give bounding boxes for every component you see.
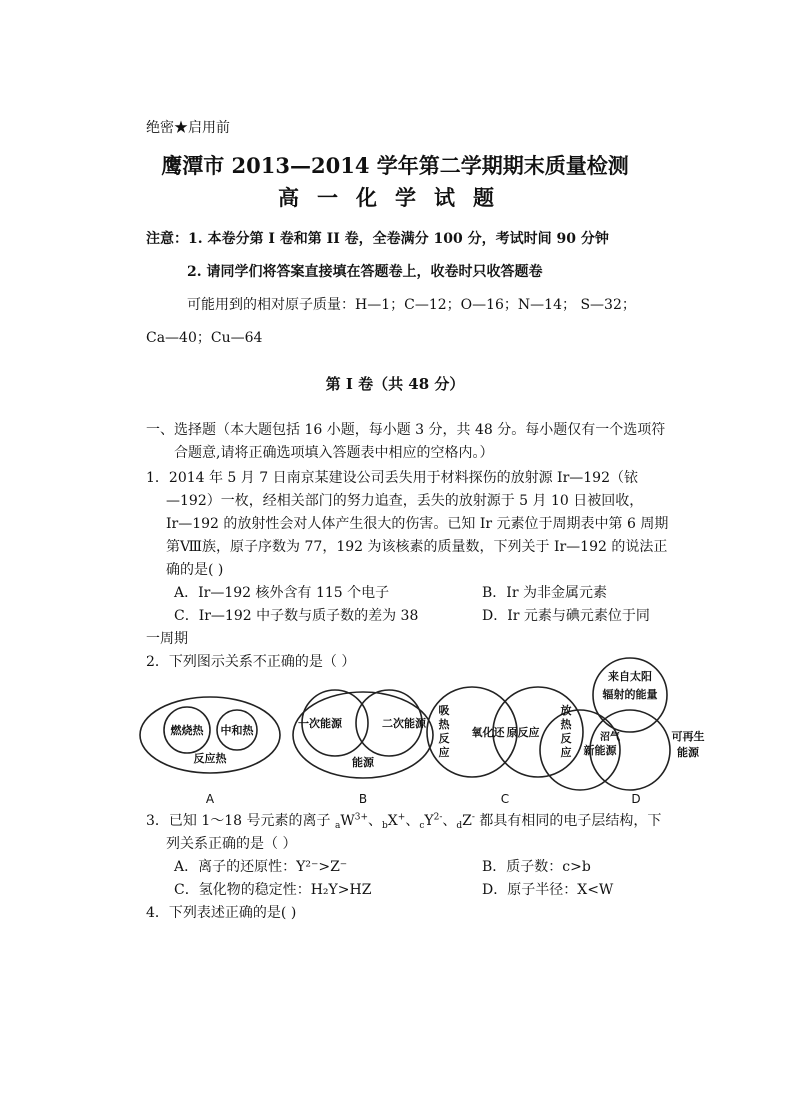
secret-label: 绝密★启用前 xyxy=(146,120,230,136)
diagram-c-left-char-2: 热 xyxy=(438,718,450,731)
diagram-d-right-text-1: 可再生 xyxy=(671,730,705,743)
diagram-d-top-text-1: 来自太阳 xyxy=(608,670,652,683)
q3-option-d: D．原子半径：X<W xyxy=(482,882,614,898)
diagram-c-middle-left-text: 氧化还 xyxy=(471,726,505,739)
q3-option-b: B．质子数：c>b xyxy=(482,859,591,875)
atomic-mass-line-2: Ca—40；Cu—64 xyxy=(146,330,263,346)
diagram-d-top-text-2: 辐射的能量 xyxy=(602,688,658,701)
diagram-c-left-char-4: 应 xyxy=(438,746,450,759)
q3-ions: $_aW^{3+}$、$_b$X+、$_cY^{2-}$、$_d$Z- xyxy=(334,812,475,831)
diagram-a-inner-right-text: 中和热 xyxy=(220,724,254,737)
diagram-b-letter: B xyxy=(358,792,368,806)
q1-line-3: Ir—192 的放射性会对人体产生很大的伤害。已知 Ir 元素位于周期表中第 6 周期 xyxy=(166,516,669,532)
diagram-c-letter: C xyxy=(500,792,510,806)
diagram-d-left-text: 新能源 xyxy=(583,744,617,757)
q4-stem: 4．下列表述正确的是( ) xyxy=(146,905,297,921)
q3-option-c: C．氢化物的稳定性：H₂Y>HZ xyxy=(174,882,372,898)
q1-line-4: 第Ⅷ族，原子序数为 77，192 为该核素的质量数，下列关于 Ir—192 的说法正 xyxy=(166,539,668,555)
section-title: 第 I 卷（共 48 分） xyxy=(325,375,465,393)
section-instruction-2: 合题意,请将正确选项填入答题表中相应的空格内。） xyxy=(174,445,494,461)
q2-diagrams xyxy=(130,650,658,810)
q3-stem-b: 都具有相同的电子层结构，下 xyxy=(479,813,662,829)
diagram-d-letter: D xyxy=(631,792,641,806)
q1-option-b: B．Ir 为非金属元素 xyxy=(482,585,607,601)
diagram-c-right-char-1: 放 xyxy=(560,704,572,717)
q3-stem-a: 3．已知 1～18 号元素的离子 xyxy=(146,813,331,829)
diagram-a-inner-left-text: 燃烧热 xyxy=(170,724,204,737)
diagram-d-right-text-2: 能源 xyxy=(677,746,699,759)
note-2: 2. 请同学们将答案直接填在答题卷上，收卷时只收答题卷 xyxy=(187,264,543,280)
diagram-c-right-char-4: 应 xyxy=(560,746,572,759)
q2-diagram-d xyxy=(590,650,760,810)
diagram-c-right-char-3: 反 xyxy=(560,732,572,745)
q1-option-c: C．Ir—192 中子数与质子数的差为 38 xyxy=(174,608,419,624)
q3-stem-line-1 xyxy=(146,810,661,831)
q1-option-d-cont: 一周期 xyxy=(146,631,188,647)
section-instruction-1: 一、选择题（本大题包括 16 小题，每小题 3 分，共 48 分。每小题仅有一个选项符 xyxy=(146,422,666,438)
atomic-mass-line-1: 可能用到的相对原子质量：H—1；C—12；O—16；N—14； S—32； xyxy=(187,297,636,313)
q1-line-5: 确的是( ) xyxy=(166,562,224,578)
q1-option-a: A．Ir—192 核外含有 115 个电子 xyxy=(174,585,390,601)
diagram-b-inner-left-text: 一次能源 xyxy=(298,717,342,730)
q2-stem: 2．下列图示关系不正确的是（ ） xyxy=(146,654,356,670)
diagram-c-left-char-1: 吸 xyxy=(438,704,450,717)
diagram-a-outer-text: 反应热 xyxy=(193,752,227,765)
diagram-c-right-char-2: 热 xyxy=(560,718,572,731)
exam-subtitle: 高一化学试题 xyxy=(278,185,512,210)
diagram-b-inner-right-text: 二次能源 xyxy=(382,717,426,730)
q3-option-a: A．离子的还原性：Y²⁻>Z⁻ xyxy=(174,859,348,875)
q1-line-2: —192）一枚，经相关部门的努力追查，丢失的放射源于 5 月 10 日被回收， xyxy=(166,493,644,509)
diagram-a-letter: A xyxy=(205,792,215,806)
diagram-c-left-char-3: 反 xyxy=(438,732,450,745)
q1-option-d: D．Ir 元素与碘元素位于同 xyxy=(482,608,650,624)
diagram-d-center-text: 沼气 xyxy=(600,732,620,743)
exam-title: 鹰潭市 2013—2014 学年第二学期期末质量检测 xyxy=(161,153,629,178)
diagram-b-outer-text: 能源 xyxy=(352,756,374,769)
q1-line-1: 1．2014 年 5 月 7 日南京某建设公司丢失用于材料探伤的放射源 Ir—192（铱 xyxy=(146,470,638,486)
q3-stem-line-2: 列关系正确的是（ ） xyxy=(166,836,297,852)
note-1: 注意：1. 本卷分第 I 卷和第 II 卷，全卷满分 100 分，考试时间 90 分钟 xyxy=(146,231,609,247)
diagram-c-middle-right-text: 原反应 xyxy=(506,726,540,739)
